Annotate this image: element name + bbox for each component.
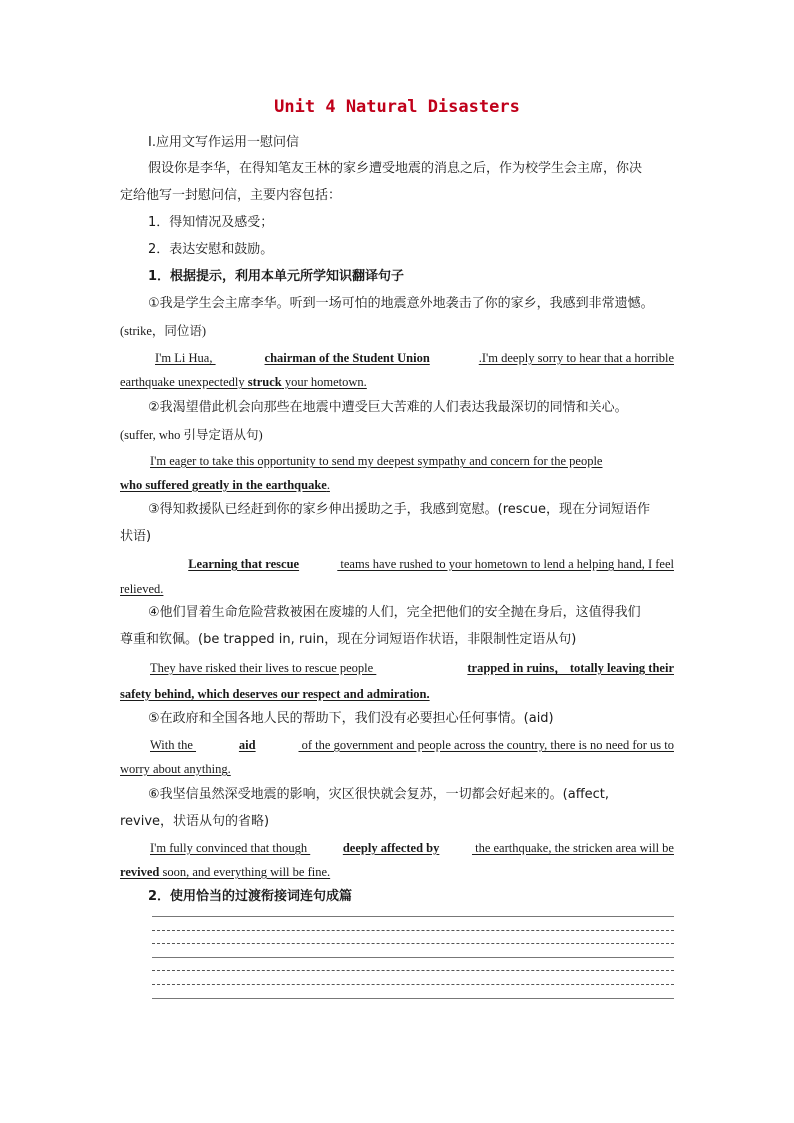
answer-keyword: who suffered greatly in the earthquake [120, 478, 327, 492]
item-5-answer-line-1 [150, 736, 674, 754]
task-1-heading: 1．根据提示，利用本单元所学知识翻译句子 [148, 269, 405, 284]
answer-text: teams have rushed to your hometown to lend a helping hand, I feel [337, 557, 674, 571]
item-4-answer-line-1 [150, 659, 674, 677]
item-1-hint: (strike，同位语) [120, 324, 207, 338]
item-6-answer-line-1 [150, 839, 674, 857]
writing-line [152, 970, 674, 971]
answer-keyword: revived [120, 865, 160, 879]
prompt-point-1: 1．得知情况及感受； [148, 215, 274, 230]
answer-text: I'm fully convinced that though [150, 841, 311, 855]
answer-text: the earthquake, the stricken area will be [471, 841, 674, 855]
prompt-line-1: 假设你是李华，在得知笔友王林的家乡遭受地震的消息之后，作为校学生会主席，你决 [148, 161, 643, 176]
answer-text: relieved. [120, 582, 164, 596]
answer-keyword: aid [238, 738, 256, 752]
item-4-answer-line-2 [120, 685, 484, 703]
answer-keyword: safety behind, which deserves our respect and admiration. [120, 687, 430, 701]
item-5-answer-line-2 [120, 760, 260, 778]
answer-text: of the government and people across the country, there is no need for us to [298, 738, 674, 752]
item-4-chinese: ④他们冒着生命危险营救被困在废墟的人们，完全把他们的安全抛在身后，这值得我们 [148, 605, 641, 620]
answer-text: .I'm deeply sorry to hear that a horrible [478, 351, 674, 365]
item-3-answer-line-2 [120, 580, 182, 598]
item-2-hint: (suffer, who 引导定语从句) [120, 428, 263, 442]
answer-text: worry about anything. [120, 762, 231, 776]
item-1-answer-line-2 [120, 373, 420, 391]
writing-line [152, 998, 674, 999]
item-3-answer-line-1 [150, 555, 674, 573]
prompt-line-2: 定给他写一封慰问信，主要内容包括： [120, 188, 342, 203]
answer-keyword: Learning that rescue [188, 557, 300, 571]
item-6-answer-line-2 [120, 863, 372, 881]
answer-text: With the [150, 738, 197, 752]
item-3-chinese: ③得知救援队已经赶到你的家乡伸出援助之手，我感到宽慰。(rescue，现在分词短语作 [148, 502, 650, 517]
item-6-hint: revive，状语从句的省略) [120, 814, 270, 829]
item-5-chinese: ⑤在政府和全国各地人民的帮助下，我们没有必要担心任何事情。(aid) [148, 711, 554, 726]
answer-text: I'm Li Hua, [155, 351, 216, 365]
writing-line [152, 916, 674, 917]
writing-line [152, 957, 674, 958]
item-4-hint: 尊重和钦佩。(be trapped in, ruin，现在分词短语作状语，非限制性定语从句) [120, 632, 577, 647]
item-1-answer-line-1 [155, 349, 674, 367]
prompt-point-2: 2．表达安慰和鼓励。 [148, 242, 274, 257]
writing-line [152, 984, 674, 985]
answer-text: soon, and everything will be fine. [159, 865, 331, 879]
answer-text: I'm eager to take this opportunity to send my deepest sympathy and concern for the people [150, 454, 603, 468]
answer-keyword: deeply affected by [342, 841, 440, 855]
item-6-chinese: ⑥我坚信虽然深受地震的影响，灾区很快就会复苏，一切都会好起来的。(affect, [148, 787, 610, 802]
writing-line [152, 930, 674, 931]
answer-text: your hometown. [281, 375, 367, 389]
writing-line [152, 943, 674, 944]
item-3-hint: 状语) [120, 529, 152, 544]
writing-area[interactable] [152, 916, 674, 1011]
answer-text: They have risked their lives to rescue people [150, 661, 377, 675]
answer-text: earthquake unexpectedly [120, 375, 248, 389]
task-2-heading: 2．使用恰当的过渡衔接词连句成篇 [148, 889, 353, 904]
page-title: Unit 4 Natural Disasters [274, 97, 520, 117]
answer-keyword: struck [247, 375, 282, 389]
item-2-chinese: ②我渴望借此机会向那些在地震中遭受巨大苦难的人们表达我最深切的同情和关心。 [148, 400, 628, 415]
answer-keyword: chairman of the Student Union [264, 351, 430, 365]
answer-text: . [326, 478, 330, 492]
answer-keyword: trapped in ruins， totally leaving their [467, 661, 674, 675]
item-2-answer-line-1 [150, 452, 674, 470]
section-heading: Ⅰ.应用文写作运用一慰问信 [148, 135, 299, 150]
item-1-chinese: ①我是学生会主席李华。听到一场可怕的地震意外地袭击了你的家乡，我感到非常遗憾。 [148, 296, 654, 311]
item-2-answer-line-2 [120, 476, 370, 494]
